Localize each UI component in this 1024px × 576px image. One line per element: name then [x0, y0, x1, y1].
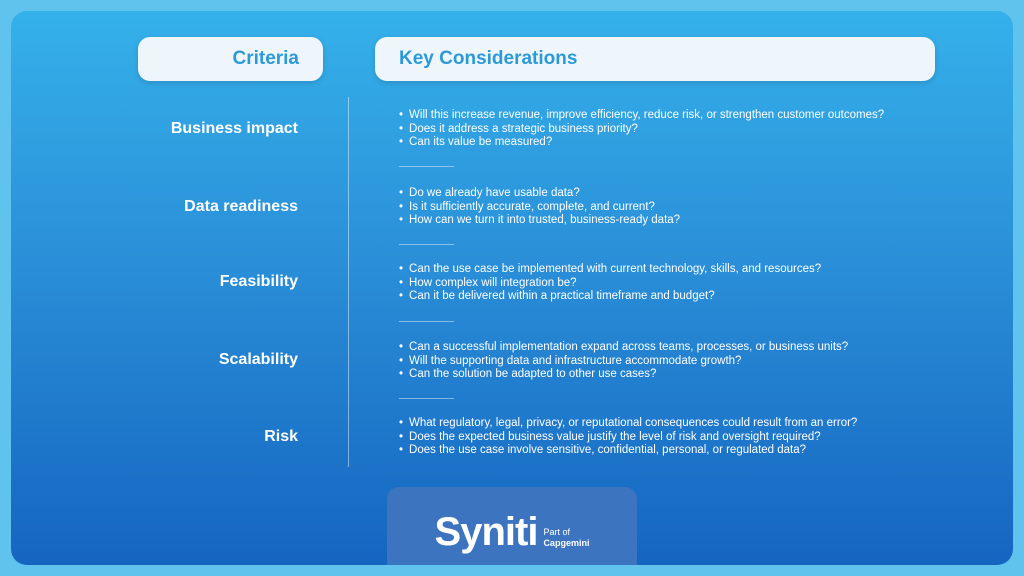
key-considerations-header: [375, 37, 935, 81]
logo-subtitle: [543, 527, 589, 549]
criteria-header-label: Criteria: [232, 48, 299, 69]
list-item: • How can we turn it into trusted, business-ready data?: [399, 214, 680, 228]
logo-sub-line1: Part of: [543, 527, 570, 537]
list-item: • Can it be delivered within a practical timeframe and budget?: [399, 290, 821, 304]
row-separator: [399, 166, 454, 167]
list-item: • Will the supporting data and infrastructure accommodate growth?: [399, 355, 848, 369]
row-separator: [399, 244, 454, 245]
criterion-data-readiness: Data readiness: [184, 198, 298, 215]
syniti-logo: [387, 487, 637, 565]
considerations-data-readiness: [399, 187, 680, 228]
list-item: • How complex will integration be?: [399, 277, 821, 291]
criterion-feasibility: Feasibility: [219, 273, 298, 290]
key-considerations-header-label: Key Considerations: [399, 48, 578, 69]
row-separator: [399, 398, 454, 399]
list-item: • Will this increase revenue, improve efficiency, reduce risk, or strengthen customer outcomes?: [399, 109, 884, 123]
list-item: • Does it address a strategic business priority?: [399, 123, 884, 137]
criteria-header: [138, 37, 323, 81]
row-separator: [399, 321, 454, 322]
list-item: • Do we already have usable data?: [399, 187, 680, 201]
considerations-scalability: [399, 341, 848, 382]
slide-panel: [11, 11, 1013, 565]
considerations-feasibility: [399, 263, 821, 304]
list-item: • Can the use case be implemented with current technology, skills, and resources?: [399, 263, 821, 277]
considerations-risk: [399, 417, 857, 458]
column-divider: [348, 97, 349, 467]
list-item: • Can the solution be adapted to other use cases?: [399, 368, 848, 382]
list-item: • What regulatory, legal, privacy, or reputational consequences could result from an error?: [399, 417, 857, 431]
list-item: • Can its value be measured?: [399, 136, 884, 150]
criterion-scalability: Scalability: [218, 351, 298, 368]
criterion-risk: Risk: [264, 428, 298, 445]
list-item: • Can a successful implementation expand across teams, processes, or business units?: [399, 341, 848, 355]
list-item: • Does the use case involve sensitive, confidential, personal, or regulated data?: [399, 444, 857, 458]
list-item: • Is it sufficiently accurate, complete, and current?: [399, 201, 680, 215]
logo-wordmark: Syniti: [434, 509, 538, 554]
considerations-business-impact: [399, 109, 884, 150]
list-item: • Does the expected business value justify the level of risk and oversight required?: [399, 431, 857, 445]
criterion-business-impact: Business impact: [170, 120, 298, 137]
logo-sub-line2: Capgemini: [543, 538, 590, 548]
